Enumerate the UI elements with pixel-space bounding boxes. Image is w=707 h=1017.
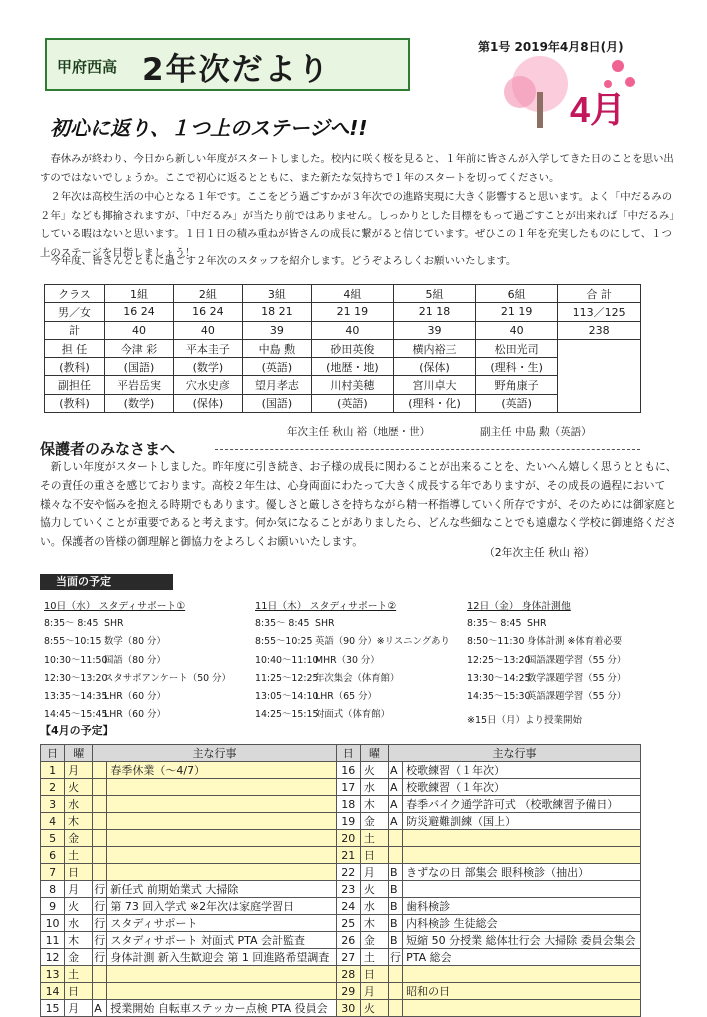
calendar-day: 29 <box>336 983 360 1000</box>
calendar-code <box>93 830 107 847</box>
title-banner <box>45 38 410 91</box>
calendar-row <box>41 762 641 779</box>
calendar-code <box>93 847 107 864</box>
calendar-weekday: 水 <box>360 779 388 796</box>
schedule-day-1 <box>44 598 231 725</box>
calendar-row <box>41 915 641 932</box>
calendar-weekday: 金 <box>360 813 388 830</box>
schedule-activity: SHR <box>315 618 335 629</box>
calendar-code <box>93 983 107 1000</box>
calendar-day: 23 <box>336 881 360 898</box>
calendar-code: B <box>389 864 403 881</box>
calendar-weekday: 水 <box>65 915 93 932</box>
schedule-day-3 <box>467 598 626 706</box>
calendar-row <box>41 864 641 881</box>
calendar-event: 授業開始 自転車ステッカー点検 PTA 役員会 <box>107 1000 336 1017</box>
calendar-day: 19 <box>336 813 360 830</box>
calendar-code <box>93 813 107 830</box>
calendar-day: 25 <box>336 915 360 932</box>
calendar-code: A <box>389 813 403 830</box>
calendar-day: 20 <box>336 830 360 847</box>
headline: 初心に返り、１つ上のステージへ!! <box>50 116 368 140</box>
calendar-weekday: 月 <box>65 1000 93 1017</box>
calendar-code <box>93 779 107 796</box>
calendar-code <box>93 796 107 813</box>
issue-info: 第1号 2019年4月8日(月) <box>478 40 624 54</box>
calendar-code: 行 <box>93 932 107 949</box>
calendar-code <box>389 966 403 983</box>
schedule-day-title: 11日（木） スタディサポート② <box>255 601 397 612</box>
calendar-event <box>403 966 641 983</box>
calendar-event <box>403 847 641 864</box>
calendar-day: 6 <box>41 847 65 864</box>
schedule-time: 8:35～ 8:45 <box>44 618 99 629</box>
calendar-event <box>107 813 336 830</box>
calendar-header-row: 日 曜 主な行事 日 曜 主な行事 <box>41 745 641 762</box>
schedule-row <box>44 615 231 633</box>
calendar-weekday: 水 <box>65 796 93 813</box>
chief-note: 年次主任 秋山 裕（地歴・世） <box>287 426 431 438</box>
calendar-day: 16 <box>336 762 360 779</box>
schedule-time: 10:40～11:10 <box>255 654 319 666</box>
schedule-activity: SHR <box>527 618 547 629</box>
staff-fuku-row: 副担任 平岩岳実 穴水史彦 望月孝志 川村美穂 宮川卓大 野角康子 <box>45 376 641 394</box>
schedule-row <box>255 633 450 651</box>
schedule-time: 8:55～10:25 <box>255 636 313 648</box>
schedule-time: 14:35～15:30 <box>467 691 531 703</box>
calendar-day: 11 <box>41 932 65 949</box>
calendar-event: 校歌練習（１年次） <box>403 779 641 796</box>
calendar-event: 内科検診 生徒総会 <box>403 915 641 932</box>
intro-paragraph-3: 今年度、皆さんとともに過ごす２年次のスタッフを紹介します。どうぞよろしくお願いいたします。 <box>50 255 517 267</box>
schedule-activity: SHR <box>104 618 124 629</box>
calendar-event <box>403 881 641 898</box>
guardians-paragraph: 新しい年度がスタートしました。昨年度に引き続き、お子様の成長に関わることが出来ることを、たいへん嬉しく思うとともに、その責任の重さを感じております。高校２年生は、心身両面にわたって大きく成長する年でありますが、その成長の過程において様々な不安や悩みを抱える時期でもあります。優しさと厳しさを持ちながら精一杯指導していく所存ですが、そのためには御家庭と協力していくことが重要であると考えます。何か気になることがありましたら、どんな些細なことでも遠慮なく学校に御連絡ください。保護者の皆様の御理解と御協力をよろしくお願いいたします。 <box>40 460 677 549</box>
calendar-event: 春季休業（～4/7） <box>107 762 336 779</box>
schedule-time: 8:50～11:30 <box>467 636 525 648</box>
schedule-day-title: 10日（水） スタディサポート① <box>44 601 186 612</box>
schedule-activity: LHR（60 分） <box>104 691 166 703</box>
calendar-day: 26 <box>336 932 360 949</box>
calendar-event <box>107 983 336 1000</box>
schedule-row <box>255 688 450 706</box>
calendar-code <box>389 847 403 864</box>
schedule-row <box>44 670 231 688</box>
calendar-event: 第 73 回入学式 ※2年次は家庭学習日 <box>107 898 336 915</box>
schedule-day-2 <box>255 598 450 725</box>
calendar-weekday: 木 <box>360 915 388 932</box>
calendar-weekday: 金 <box>65 830 93 847</box>
calendar-event: 身体計測 新入生歓迎会 第 1 回進路希望調査 <box>107 949 336 966</box>
calendar-day: 30 <box>336 1000 360 1017</box>
calendar-day: 18 <box>336 796 360 813</box>
calendar-day: 27 <box>336 949 360 966</box>
schedule-time: 14:25～15:15 <box>255 709 319 721</box>
schedule-row <box>467 688 626 706</box>
calendar-day: 2 <box>41 779 65 796</box>
calendar-weekday: 土 <box>65 847 93 864</box>
calendar-day: 24 <box>336 898 360 915</box>
schedule-activity: 年次集会（体育館） <box>315 672 400 684</box>
calendar-day: 12 <box>41 949 65 966</box>
schedule-activity: 国語（80 分） <box>104 654 166 666</box>
calendar-code: 行 <box>93 915 107 932</box>
calendar-day: 10 <box>41 915 65 932</box>
schedule-time: 8:35～ 8:45 <box>255 618 310 629</box>
schedule-activity: 国語課題学習（55 分） <box>527 654 627 666</box>
calendar-day: 7 <box>41 864 65 881</box>
schedule-time: 11:25～12:25 <box>255 672 319 684</box>
schedule-time: 8:35～ 8:45 <box>467 618 522 629</box>
guardians-heading: 保護者のみなさまへ <box>40 440 176 458</box>
april-calendar <box>40 744 641 1017</box>
calendar-code: A <box>93 1000 107 1017</box>
calendar-row <box>41 847 641 864</box>
schedule-activity: 身体計測 ※体育着必要 <box>527 636 623 648</box>
calendar-weekday: 日 <box>360 847 388 864</box>
schedule-activity: 英語課題学習（55 分） <box>527 691 627 703</box>
newsletter-title: 2年次だより <box>142 52 331 88</box>
calendar-code: A <box>389 762 403 779</box>
staff-tannin-row: 担 任 今津 彩 平本圭子 中島 勲 砂田英俊 横内裕三 松田光司 <box>45 339 641 357</box>
calendar-weekday: 月 <box>65 881 93 898</box>
calendar-event: 校歌練習（１年次） <box>403 762 641 779</box>
calendar-code: A <box>389 796 403 813</box>
calendar-weekday: 月 <box>360 983 388 1000</box>
schedule-row <box>255 615 450 633</box>
calendar-day: 14 <box>41 983 65 1000</box>
schedule-row <box>44 688 231 706</box>
calendar-weekday: 火 <box>360 1000 388 1017</box>
calendar-code: A <box>389 779 403 796</box>
staff-mf-row: 男／女 16 24 16 24 18 21 21 19 21 18 21 19 113／125 <box>45 303 641 321</box>
calendar-event <box>107 830 336 847</box>
calendar-event: 春季バイク通学許可式 （校歌練習予備日） <box>403 796 641 813</box>
calendar-weekday: 日 <box>65 983 93 1000</box>
schedule-row <box>467 633 626 651</box>
calendar-day: 3 <box>41 796 65 813</box>
intro-paragraph-2: ２年次は高校生活の中心となる１年です。ここをどう過ごすかが３年次での進路実現に大きく影響すると思います。よく「中だるみの２年」なども揶揄されますが、「中だるみ」が当たり前ではありません。しっかりとした目標をもって過ごすことが出来れば「中だるみ」している暇はないと思います。１日１日の積み重ねが皆さんの成長に繋がると信じています。ぜひこの１年を充実したものにして、１つ上のステージを目指しましょう！ <box>40 191 680 259</box>
schedule-row <box>467 615 626 633</box>
calendar-event <box>403 830 641 847</box>
calendar-day: 17 <box>336 779 360 796</box>
schedule-activity: MHR（30 分） <box>315 654 380 666</box>
schedule-row <box>44 633 231 651</box>
calendar-row <box>41 1000 641 1017</box>
calendar-day: 21 <box>336 847 360 864</box>
schedule-activity: 数学（80 分） <box>104 636 166 648</box>
calendar-event <box>107 847 336 864</box>
schedule-time: 13:30～14:25 <box>467 672 531 684</box>
schedule-row <box>255 652 450 670</box>
staff-header-row: クラス 1組 2組 3組 4組 5組 6組 合 計 <box>45 285 641 303</box>
calendar-code <box>93 966 107 983</box>
schedule-time: 14:45～15:45 <box>44 709 108 721</box>
calendar-event: 昭和の日 <box>403 983 641 1000</box>
vice-note: 副主任 中島 勲（英語） <box>480 426 592 438</box>
calendar-code <box>93 864 107 881</box>
schedule-time: 8:55～10:15 <box>44 636 102 648</box>
calendar-event: スタディサポート <box>107 915 336 932</box>
calendar-day: 4 <box>41 813 65 830</box>
calendar-row <box>41 966 641 983</box>
guardians-signature: （2年次主任 秋山 裕） <box>484 546 595 559</box>
calendar-event: 新任式 前期始業式 大掃除 <box>107 881 336 898</box>
calendar-weekday: 金 <box>65 949 93 966</box>
calendar-day: 15 <box>41 1000 65 1017</box>
april-heading: 【4月の予定】 <box>40 724 114 737</box>
schedule-row <box>467 670 626 688</box>
schedule-row <box>255 670 450 688</box>
calendar-day: 13 <box>41 966 65 983</box>
calendar-row <box>41 949 641 966</box>
calendar-code <box>389 983 403 1000</box>
calendar-row <box>41 830 641 847</box>
calendar-weekday: 火 <box>360 762 388 779</box>
calendar-event <box>107 779 336 796</box>
calendar-row <box>41 779 641 796</box>
calendar-weekday: 木 <box>360 796 388 813</box>
calendar-row <box>41 813 641 830</box>
calendar-weekday: 火 <box>360 881 388 898</box>
schedule-activity: スタサポアンケート（50 分） <box>104 672 231 684</box>
calendar-row <box>41 932 641 949</box>
schedule-time: 10:30～11:50 <box>44 654 108 666</box>
schedule-row <box>467 652 626 670</box>
staff-fuku-subject-row: (教科) (数学) (保体) (国語) (英語) (理科・化) (英語) <box>45 394 641 412</box>
calendar-weekday: 日 <box>65 864 93 881</box>
calendar-code: B <box>389 898 403 915</box>
calendar-day: 9 <box>41 898 65 915</box>
schedule-row <box>44 652 231 670</box>
calendar-weekday: 土 <box>360 949 388 966</box>
calendar-weekday: 月 <box>360 864 388 881</box>
calendar-weekday: 木 <box>65 932 93 949</box>
calendar-event <box>403 1000 641 1017</box>
calendar-day: 8 <box>41 881 65 898</box>
schedule-time: 12:25～13:20 <box>467 654 531 666</box>
calendar-row <box>41 983 641 1000</box>
calendar-weekday: 木 <box>65 813 93 830</box>
schedule-time: 13:35～14:35 <box>44 691 108 703</box>
staff-table <box>44 284 641 413</box>
calendar-code: 行 <box>389 949 403 966</box>
calendar-day: 1 <box>41 762 65 779</box>
calendar-event <box>107 864 336 881</box>
staff-total-row: 計 40 40 39 40 39 40 238 <box>45 321 641 339</box>
schedule-activity: 数学課題学習（55 分） <box>527 672 627 684</box>
calendar-code <box>389 830 403 847</box>
calendar-code: B <box>389 932 403 949</box>
calendar-code: 行 <box>93 881 107 898</box>
calendar-weekday: 水 <box>360 898 388 915</box>
calendar-row <box>41 796 641 813</box>
calendar-event: スタディサポート 対面式 PTA 会計監査 <box>107 932 336 949</box>
calendar-weekday: 日 <box>360 966 388 983</box>
schedule-note: ※15日（月）より授業開始 <box>467 715 583 726</box>
calendar-row <box>41 881 641 898</box>
calendar-weekday: 月 <box>65 762 93 779</box>
staff-tannin-subject-row: (教科) (国語) (数学) (英語) (地歴・地) (保体) (理科・生) <box>45 358 641 376</box>
school-name: 甲府西高 <box>57 58 118 76</box>
calendar-event: 歯科検診 <box>403 898 641 915</box>
month-label: 4月 <box>570 89 627 130</box>
calendar-event <box>107 796 336 813</box>
calendar-row <box>41 898 641 915</box>
calendar-code: B <box>389 915 403 932</box>
schedule-day-title: 12日（金） 身体計測他 <box>467 601 571 612</box>
calendar-event: きずなの日 部集会 眼科検診（抽出） <box>403 864 641 881</box>
intro-paragraph-1: 春休みが終わり、今日から新しい年度がスタートしました。校内に咲く桜を見ると、１年前に皆さんが入学してきた日のことを思い出すのではないでしょうか。ここで初心に返るとともに、また新たな気持ちで１年のスタートを切ってください。 <box>40 153 674 184</box>
calendar-event <box>107 966 336 983</box>
calendar-event: PTA 総会 <box>403 949 641 966</box>
calendar-event: 防災避難訓練（国上） <box>403 813 641 830</box>
schedule-activity: 英語（90 分）※リスニングあり <box>315 636 450 648</box>
sakura-illustration <box>500 52 650 132</box>
schedule-row <box>255 706 450 724</box>
calendar-weekday: 土 <box>65 966 93 983</box>
calendar-day: 28 <box>336 966 360 983</box>
calendar-code <box>389 1000 403 1017</box>
calendar-day: 5 <box>41 830 65 847</box>
schedule-activity: LHR（60 分） <box>104 709 166 721</box>
calendar-weekday: 土 <box>360 830 388 847</box>
calendar-code: 行 <box>93 898 107 915</box>
schedule-activity: LHR（65 分） <box>315 691 377 703</box>
schedule-time: 13:05～14:10 <box>255 691 319 703</box>
calendar-code: B <box>389 881 403 898</box>
dashed-divider <box>215 449 640 450</box>
schedule-activity: 対面式（体育館） <box>315 709 391 721</box>
calendar-code: 行 <box>93 949 107 966</box>
calendar-weekday: 金 <box>360 932 388 949</box>
calendar-day: 22 <box>336 864 360 881</box>
schedule-time: 12:30～13:20 <box>44 672 108 684</box>
calendar-code <box>93 762 107 779</box>
calendar-weekday: 火 <box>65 779 93 796</box>
calendar-event: 短縮 50 分授業 総体壮行会 大掃除 委員会集会 <box>403 932 641 949</box>
schedule-heading: 当面の予定 <box>40 574 173 590</box>
calendar-weekday: 火 <box>65 898 93 915</box>
